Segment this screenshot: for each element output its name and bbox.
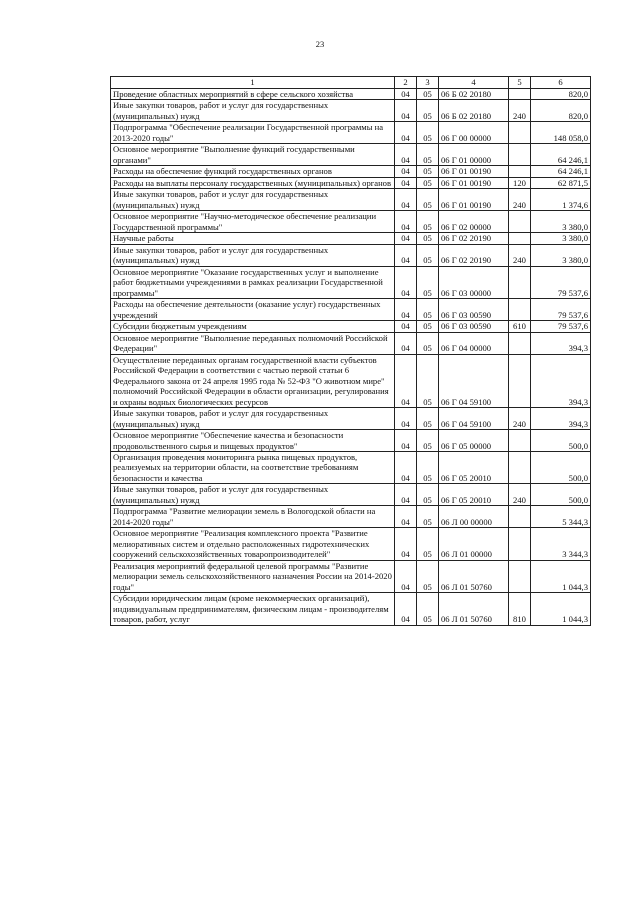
cell-c6: 3 380,0 [531, 233, 591, 244]
table-row [111, 299, 591, 321]
cell-c6: 500,0 [531, 451, 591, 483]
table-body [111, 89, 591, 626]
cell-name: Проведение областных мероприятий в сфере сельского хозяйства [111, 89, 395, 100]
cell-c6: 5 344,3 [531, 506, 591, 528]
cell-c4: 06 Л 01 00000 [439, 528, 509, 560]
cell-name: Подпрограмма "Обеспечение реализации Государственной программы на 2013-2020 годы" [111, 122, 395, 144]
cell-c6: 820,0 [531, 100, 591, 122]
cell-c6: 79 537,6 [531, 299, 591, 321]
cell-c4: 06 Г 00 00000 [439, 122, 509, 144]
cell-c5: 610 [509, 321, 531, 332]
cell-name: Основное мероприятие "Научно-методическое обеспечение реализации Государственной программы" [111, 211, 395, 233]
cell-c4: 06 Б 02 20180 [439, 89, 509, 100]
cell-name: Субсидии бюджетным учреждениям [111, 321, 395, 332]
cell-c4: 06 Л 00 00000 [439, 506, 509, 528]
cell-c3: 05 [417, 266, 439, 298]
cell-c4: 06 Г 03 00590 [439, 299, 509, 321]
cell-c4: 06 Г 04 00000 [439, 332, 509, 354]
cell-c4: 06 Г 03 00590 [439, 321, 509, 332]
cell-c6: 1 044,3 [531, 560, 591, 592]
table-row [111, 211, 591, 233]
cell-c6: 394,3 [531, 408, 591, 430]
cell-c6: 1 374,6 [531, 189, 591, 211]
cell-c4: 06 Г 04 59100 [439, 408, 509, 430]
cell-c3: 05 [417, 144, 439, 166]
cell-c2: 04 [395, 354, 417, 407]
cell-name: Осуществление переданных органам государственной власти субъектов Российской Федерации в соответствии с частью первой статьи 6 Федерального закона от 24 апреля 1995 года № 52-ФЗ "О животном мире" полномочий Российской Федерации в области организации, регулирования и охраны водных биологических ресурсов [111, 354, 395, 407]
cell-c3: 05 [417, 100, 439, 122]
cell-c3: 05 [417, 233, 439, 244]
cell-c2: 04 [395, 266, 417, 298]
cell-c5 [509, 211, 531, 233]
cell-c2: 04 [395, 299, 417, 321]
cell-c4: 06 Г 02 20190 [439, 244, 509, 266]
cell-c6: 394,3 [531, 332, 591, 354]
cell-c3: 05 [417, 354, 439, 407]
cell-c5 [509, 528, 531, 560]
cell-name: Иные закупки товаров, работ и услуг для государственных (муниципальных) нужд [111, 408, 395, 430]
cell-name: Научные работы [111, 233, 395, 244]
cell-name: Подпрограмма "Развитие мелиорации земель в Вологодской области на 2014-2020 годы" [111, 506, 395, 528]
table-row [111, 593, 591, 625]
cell-c3: 05 [417, 244, 439, 266]
budget-table [110, 76, 591, 626]
column-header: 6 [531, 77, 591, 89]
cell-c5 [509, 354, 531, 407]
cell-c2: 04 [395, 233, 417, 244]
table-row [111, 484, 591, 506]
cell-c4: 06 Г 02 20190 [439, 233, 509, 244]
cell-c6: 500,0 [531, 484, 591, 506]
cell-c6: 3 344,3 [531, 528, 591, 560]
cell-c5: 240 [509, 244, 531, 266]
cell-name: Основное мероприятие "Выполнение переданных полномочий Российской Федерации" [111, 332, 395, 354]
cell-c3: 05 [417, 166, 439, 177]
table-row [111, 560, 591, 592]
cell-c2: 04 [395, 408, 417, 430]
table-row [111, 144, 591, 166]
table-row [111, 266, 591, 298]
cell-c4: 06 Б 02 20180 [439, 100, 509, 122]
cell-name: Расходы на выплаты персоналу государственных (муниципальных) органов [111, 177, 395, 188]
cell-c5 [509, 144, 531, 166]
cell-c5: 120 [509, 177, 531, 188]
cell-c4: 06 Г 04 59100 [439, 354, 509, 407]
cell-c3: 05 [417, 122, 439, 144]
table-header-row [111, 77, 591, 89]
cell-name: Иные закупки товаров, работ и услуг для государственных (муниципальных) нужд [111, 100, 395, 122]
cell-c2: 04 [395, 122, 417, 144]
cell-c3: 05 [417, 430, 439, 452]
table-row [111, 332, 591, 354]
cell-c4: 06 Г 01 00190 [439, 189, 509, 211]
cell-c5 [509, 233, 531, 244]
table-row [111, 189, 591, 211]
cell-c4: 06 Л 01 50760 [439, 593, 509, 625]
cell-name: Расходы на обеспечение деятельности (оказание услуг) государственных учреждений [111, 299, 395, 321]
cell-name: Иные закупки товаров, работ и услуг для государственных (муниципальных) нужд [111, 244, 395, 266]
cell-c4: 06 Г 01 00190 [439, 166, 509, 177]
table-row [111, 233, 591, 244]
cell-c6: 500,0 [531, 430, 591, 452]
cell-c5: 240 [509, 189, 531, 211]
table-row [111, 177, 591, 188]
cell-c2: 04 [395, 332, 417, 354]
cell-c4: 06 Г 03 00000 [439, 266, 509, 298]
cell-c4: 06 Г 05 20010 [439, 484, 509, 506]
cell-c3: 05 [417, 321, 439, 332]
table-row [111, 451, 591, 483]
cell-c6: 79 537,6 [531, 321, 591, 332]
column-header: 2 [395, 77, 417, 89]
cell-c3: 05 [417, 211, 439, 233]
cell-c6: 148 058,0 [531, 122, 591, 144]
cell-c5 [509, 299, 531, 321]
cell-c5: 240 [509, 100, 531, 122]
cell-c6: 64 246,1 [531, 144, 591, 166]
table-row [111, 528, 591, 560]
cell-c6: 394,3 [531, 354, 591, 407]
cell-c5 [509, 166, 531, 177]
cell-c4: 06 Г 05 20010 [439, 451, 509, 483]
cell-c6: 1 044,3 [531, 593, 591, 625]
column-header: 1 [111, 77, 395, 89]
cell-c2: 04 [395, 528, 417, 560]
cell-c3: 05 [417, 560, 439, 592]
cell-c5: 810 [509, 593, 531, 625]
cell-c2: 04 [395, 244, 417, 266]
cell-name: Основное мероприятие "Реализация комплексного проекта "Развитие мелиоративных систем и отдельно расположенных гидротехнических сооружений сельскохозяйственных товаропроизводителей" [111, 528, 395, 560]
table-row [111, 122, 591, 144]
column-header: 3 [417, 77, 439, 89]
table-row [111, 408, 591, 430]
table-row [111, 354, 591, 407]
cell-c5 [509, 506, 531, 528]
cell-c3: 05 [417, 299, 439, 321]
cell-c3: 05 [417, 528, 439, 560]
cell-c5 [509, 266, 531, 298]
cell-name: Иные закупки товаров, работ и услуг для государственных (муниципальных) нужд [111, 189, 395, 211]
cell-c3: 05 [417, 484, 439, 506]
cell-name: Расходы на обеспечение функций государственных органов [111, 166, 395, 177]
cell-c6: 79 537,6 [531, 266, 591, 298]
cell-c4: 06 Г 01 00000 [439, 144, 509, 166]
cell-c6: 64 246,1 [531, 166, 591, 177]
cell-c5 [509, 122, 531, 144]
column-header: 4 [439, 77, 509, 89]
cell-name: Реализация мероприятий федеральной целевой программы "Развитие мелиорации земель сельскохозяйственного назначения России на 2014-2020 годы" [111, 560, 395, 592]
cell-c4: 06 Л 01 50760 [439, 560, 509, 592]
cell-name: Основное мероприятие "Обеспечение качества и безопасности продовольственного сырья и пищевых продуктов" [111, 430, 395, 452]
cell-c3: 05 [417, 332, 439, 354]
cell-c5 [509, 451, 531, 483]
table-row [111, 321, 591, 332]
cell-c5 [509, 332, 531, 354]
cell-c6: 3 380,0 [531, 211, 591, 233]
cell-c2: 04 [395, 560, 417, 592]
cell-c5 [509, 430, 531, 452]
cell-c2: 04 [395, 211, 417, 233]
column-header: 5 [509, 77, 531, 89]
table-row [111, 430, 591, 452]
cell-c3: 05 [417, 177, 439, 188]
cell-c2: 04 [395, 430, 417, 452]
cell-c3: 05 [417, 408, 439, 430]
cell-c5: 240 [509, 408, 531, 430]
cell-c4: 06 Г 02 00000 [439, 211, 509, 233]
cell-name: Основное мероприятие "Выполнение функций государственными органами" [111, 144, 395, 166]
cell-c6: 3 380,0 [531, 244, 591, 266]
cell-c2: 04 [395, 593, 417, 625]
cell-c2: 04 [395, 177, 417, 188]
cell-c5: 240 [509, 484, 531, 506]
cell-c2: 04 [395, 89, 417, 100]
cell-c2: 04 [395, 321, 417, 332]
cell-c5 [509, 89, 531, 100]
cell-c2: 04 [395, 166, 417, 177]
cell-c6: 62 871,5 [531, 177, 591, 188]
cell-c2: 04 [395, 484, 417, 506]
cell-name: Основное мероприятие "Оказание государственных услуг и выполнение работ бюджетными учреждениями в рамках реализации Государственной программы" [111, 266, 395, 298]
page-number: 23 [315, 39, 325, 49]
cell-name: Иные закупки товаров, работ и услуг для государственных (муниципальных) нужд [111, 484, 395, 506]
cell-c2: 04 [395, 451, 417, 483]
cell-c3: 05 [417, 189, 439, 211]
cell-c5 [509, 560, 531, 592]
cell-c2: 04 [395, 506, 417, 528]
cell-c2: 04 [395, 100, 417, 122]
table-row [111, 166, 591, 177]
table-row [111, 100, 591, 122]
cell-c4: 06 Г 05 00000 [439, 430, 509, 452]
cell-c3: 05 [417, 451, 439, 483]
cell-c2: 04 [395, 189, 417, 211]
cell-name: Субсидии юридическим лицам (кроме некоммерческих организаций), индивидуальным предпринимателям, физическим лицам - производителям товаров, работ, услуг [111, 593, 395, 625]
table-row [111, 506, 591, 528]
cell-c2: 04 [395, 144, 417, 166]
cell-c3: 05 [417, 593, 439, 625]
cell-name: Организация проведения мониторинга рынка пищевых продуктов, реализуемых на территории области, на соответствие требованиям безопасности и качества [111, 451, 395, 483]
table-row [111, 244, 591, 266]
cell-c6: 820,0 [531, 89, 591, 100]
cell-c3: 05 [417, 89, 439, 100]
table-row [111, 89, 591, 100]
cell-c3: 05 [417, 506, 439, 528]
cell-c4: 06 Г 01 00190 [439, 177, 509, 188]
